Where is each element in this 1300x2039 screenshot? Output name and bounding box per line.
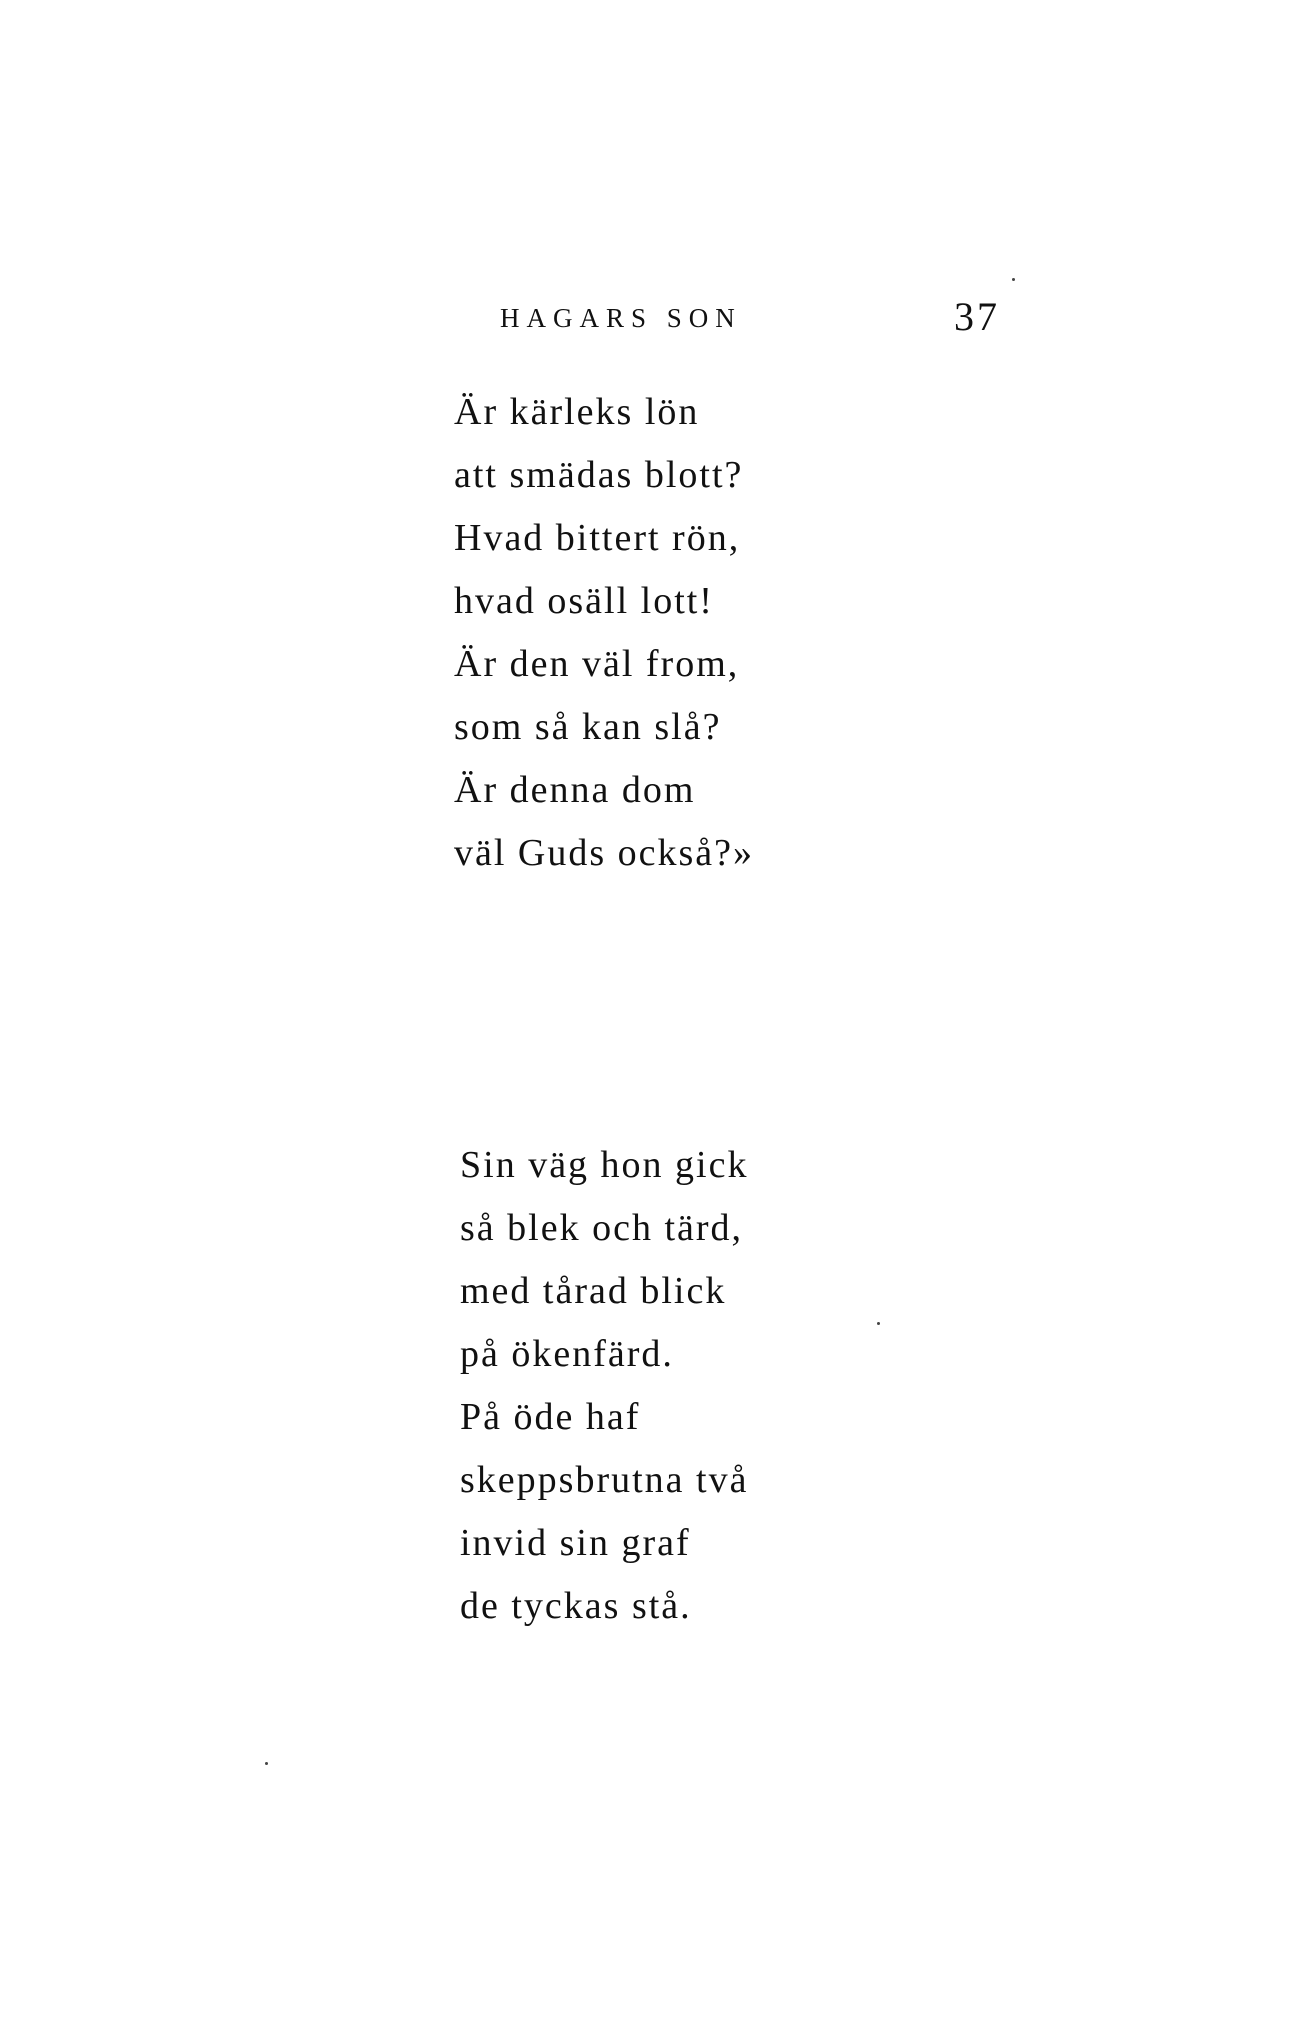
- verse-line: på ökenfärd.: [460, 1333, 674, 1375]
- verse-line: de tyckas stå.: [460, 1585, 692, 1627]
- verse-line: invid sin graf: [460, 1522, 691, 1564]
- verse-line: med tårad blick: [460, 1270, 727, 1312]
- verse-line: Är den väl from,: [454, 643, 740, 685]
- poem-stanza: [454, 381, 754, 885]
- verse-line: väl Guds också?»: [454, 832, 755, 874]
- verse-line: På öde haf: [460, 1396, 641, 1438]
- verse-line: så blek och tärd,: [460, 1207, 744, 1249]
- verse-line: Sin väg hon gick: [460, 1144, 749, 1186]
- poem-stanza: [460, 1134, 748, 1638]
- verse-line: Är kärleks lön: [454, 391, 700, 433]
- paper-speck: [877, 1322, 880, 1325]
- paper-speck: [1012, 278, 1015, 281]
- verse-line: skeppsbrutna två: [460, 1459, 749, 1501]
- running-title: HAGARS SON: [500, 303, 742, 333]
- verse-line: Är denna dom: [454, 769, 696, 811]
- paper-speck: [265, 1762, 268, 1765]
- verse-line: hvad osäll lott!: [454, 580, 714, 622]
- verse-line: Hvad bittert rön,: [454, 517, 741, 559]
- verse-line: som så kan slå?: [454, 706, 722, 748]
- verse-line: att smädas blott?: [454, 454, 744, 496]
- page-number: 37: [954, 294, 1000, 339]
